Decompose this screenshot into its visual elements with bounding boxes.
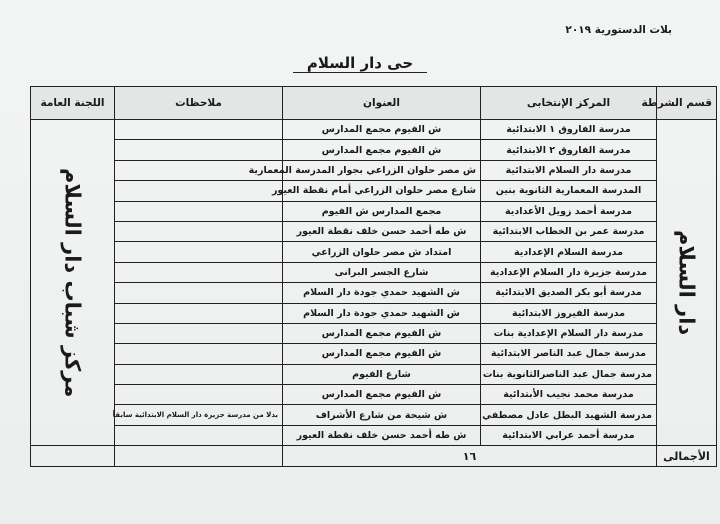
address-cell: شارع الجسر البرانى <box>283 262 481 282</box>
table-row <box>31 364 717 384</box>
table-body <box>31 120 717 467</box>
header-notes: ملاحظات <box>115 87 283 120</box>
notes-cell <box>115 242 283 262</box>
center-cell: مدرسة السلام الإعدادية <box>481 242 657 262</box>
address-cell: ش الفيوم مجمع المدارس <box>283 140 481 160</box>
table-row <box>31 425 717 445</box>
address-cell: ش الفيوم مجمع المدارس <box>283 120 481 140</box>
table-row <box>31 303 717 323</box>
address-cell: ش طه أحمد حسن خلف نقطة العيور <box>283 425 481 445</box>
table-row <box>31 385 717 405</box>
table-row <box>31 323 717 343</box>
table-row <box>31 140 717 160</box>
center-cell: مدرسة الفيروز الابتدائية <box>481 303 657 323</box>
notes-cell <box>115 425 283 445</box>
notes-cell <box>115 283 283 303</box>
polling-centers-table <box>30 86 717 467</box>
notes-cell <box>115 385 283 405</box>
general-committee-cell: مركز شباب دار السلام <box>31 120 115 446</box>
address-cell: ش الشهيد حمدي جودة دار السلام <box>283 283 481 303</box>
address-cell: ش مصر حلوان الزراعي بجوار المدرسة المعمارية <box>283 160 481 180</box>
table-row <box>31 283 717 303</box>
center-cell: مدرسة الفاروق ٢ الابتدائية <box>481 140 657 160</box>
notes-cell: بدلا من مدرسة جزيرة دار السلام الابتدائية سابقاً <box>115 405 283 425</box>
center-cell: مدرسة أحمد زويل الأعدادية <box>481 201 657 221</box>
notes-cell <box>115 181 283 201</box>
address-cell: ش الفيوم مجمع المدارس <box>283 385 481 405</box>
center-cell: مدرسة أحمد عرابي الابتدائية <box>481 425 657 445</box>
center-cell: مدرسة عمر بن الخطاب الابتدائية <box>481 221 657 241</box>
address-cell: ش الفيوم مجمع المدارس <box>283 323 481 343</box>
total-label: الأجمالى <box>657 446 717 467</box>
center-cell: المدرسة المعمارية الثانوية بنين <box>481 181 657 201</box>
center-cell: مدرسة جمال عبد الناصرالثانوية بنات <box>481 364 657 384</box>
table-row <box>31 160 717 180</box>
table-row <box>31 242 717 262</box>
header-committee: اللجنة العامة <box>31 87 115 120</box>
notes-cell <box>115 201 283 221</box>
page-title: حى دار السلام <box>0 54 720 73</box>
address-cell: مجمع المدارس ش الفيوم <box>283 201 481 221</box>
center-cell: مدرسة الشهيد البطل عادل مصطفي <box>481 405 657 425</box>
table-row <box>31 405 717 425</box>
center-cell: مدرسة دار السلام الإعدادية بنات <box>481 323 657 343</box>
document-header: بلات الدستورية ٢٠١٩ <box>565 24 672 36</box>
total-value: ١٦ <box>283 446 657 467</box>
table-row <box>31 120 717 140</box>
address-cell: ش الشهيد حمدي جودة دار السلام <box>283 303 481 323</box>
address-cell: ش طه أحمد حسن خلف نقطة العيور <box>283 221 481 241</box>
address-cell: ش شيحة من شارع الأشراف <box>283 405 481 425</box>
total-empty-cell <box>31 446 115 467</box>
address-cell: ش الفيوم مجمع المدارس <box>283 344 481 364</box>
notes-cell <box>115 364 283 384</box>
notes-cell <box>115 262 283 282</box>
center-cell: مدرسة جزيرة دار السلام الإعدادية <box>481 262 657 282</box>
notes-cell <box>115 303 283 323</box>
address-cell: شارع الفيوم <box>283 364 481 384</box>
table-row <box>31 181 717 201</box>
police-station-cell: دار السلام <box>657 120 717 446</box>
center-cell: مدرسة أبو بكر الصديق الابتدائية <box>481 283 657 303</box>
notes-cell <box>115 140 283 160</box>
notes-cell <box>115 344 283 364</box>
header-address: العنوان <box>283 87 481 120</box>
notes-cell <box>115 323 283 343</box>
address-cell: شارع مصر حلوان الزراعي أمام نقطة العيور <box>283 181 481 201</box>
center-cell: مدرسة دار السلام الابتدائية <box>481 160 657 180</box>
table-row <box>31 262 717 282</box>
center-cell: مدرسة جمال عبد الناصر الابتدائية <box>481 344 657 364</box>
notes-cell <box>115 221 283 241</box>
table-row <box>31 221 717 241</box>
header-center: المركز الإنتخابى <box>481 87 657 120</box>
header-police: قسم الشرطة <box>657 87 717 120</box>
total-empty-cell <box>115 446 283 467</box>
address-cell: امتداد ش مصر حلوان الزراعي <box>283 242 481 262</box>
center-cell: مدرسة محمد نجيب الأبتدائية <box>481 385 657 405</box>
table-row <box>31 201 717 221</box>
table-row <box>31 344 717 364</box>
table-header-row <box>31 87 717 120</box>
notes-cell <box>115 120 283 140</box>
total-row <box>31 446 717 467</box>
center-cell: مدرسة الفاروق ١ الابتدائية <box>481 120 657 140</box>
